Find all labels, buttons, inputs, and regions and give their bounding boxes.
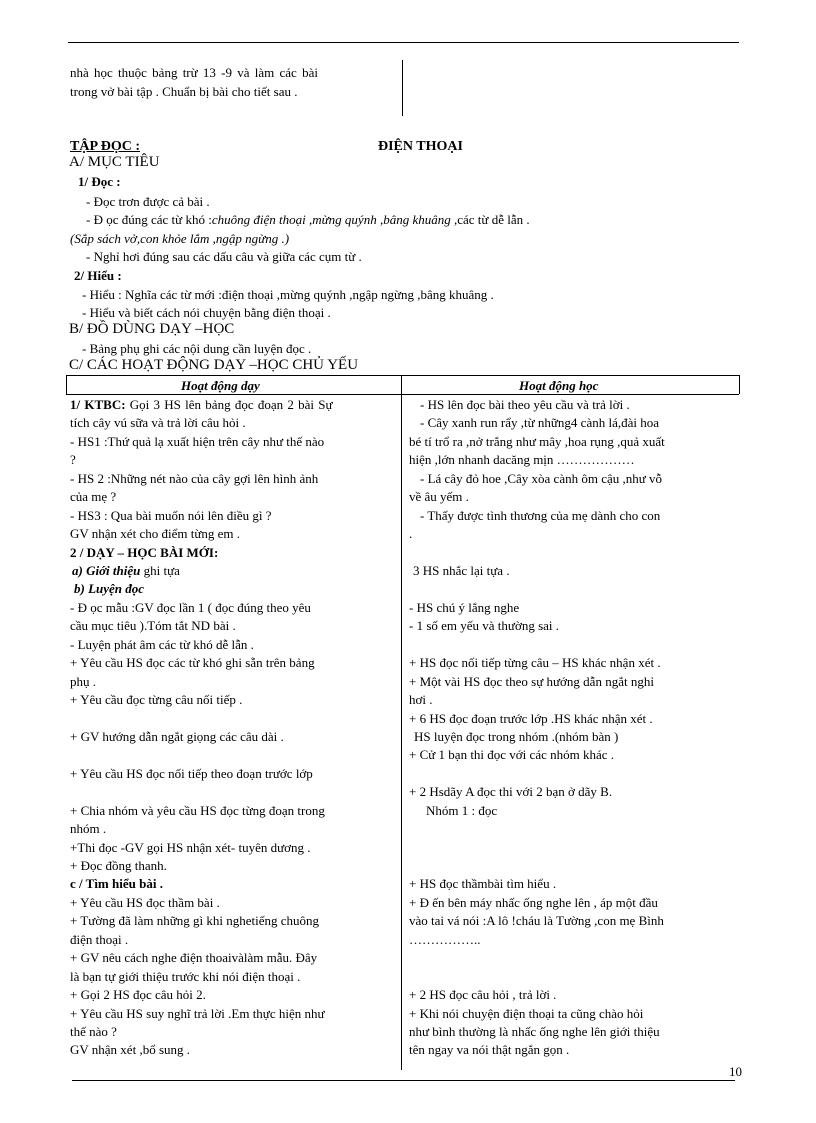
teacher-line: cầu mục tiêu ).Tóm tắt ND bài .	[70, 618, 236, 633]
intro-label: a) Giới thiệu	[72, 563, 141, 578]
student-line: - Cây xanh run rẩy ,từ những4 cành lá,đài hoa	[420, 415, 659, 430]
doc-heading: 1/ Đọc :	[78, 174, 121, 189]
footer-rule	[72, 1080, 735, 1081]
carry-over-divider	[402, 60, 403, 116]
table-top-border	[66, 375, 739, 376]
teacher-line: + Yêu cầu HS đọc các từ khó ghi sẵn trên bảng	[70, 655, 315, 670]
teacher-line: - Luyện phát âm các từ khó dễ lẫn .	[70, 637, 254, 652]
student-line: - Lá cây đỏ hoe ,Cây xòa cành ôm cậu ,như vỗ	[420, 471, 663, 486]
lesson-subject: TẬP ĐỌC :	[70, 139, 140, 154]
teacher-line: của mẹ ?	[70, 489, 117, 504]
student-line: + 6 HS đọc đoạn trước lớp .HS khác nhận xét .	[409, 711, 653, 726]
teacher-line: thế nào ?	[70, 1024, 117, 1039]
carry-over-line-1: nhà học thuộc bảng trừ 13 -9 và làm các bài	[70, 65, 318, 80]
teacher-line: + Tường đã làm những gì khi nghetiếng chuông	[70, 913, 320, 928]
teacher-line: phụ .	[70, 674, 96, 689]
student-line: + Cử 1 bạn thi đọc với các nhóm khác .	[409, 747, 615, 762]
teacher-line: nhóm .	[70, 821, 107, 836]
student-line: .	[409, 526, 413, 541]
student-line: + Khi nói chuyện điện thoại ta cũng chào hỏi	[409, 1006, 644, 1021]
col-header-teacher: Hoạt động dạy	[181, 378, 260, 393]
teacher-line: ?	[70, 452, 76, 467]
teacher-line: + Yêu cầu HS suy nghĩ trả lời .Em thực hiện như	[70, 1006, 325, 1021]
hieu-heading: 2/ Hiểu :	[74, 268, 122, 283]
table-column-divider	[401, 375, 402, 1070]
hieu-item-2: - Hiểu và biết cách nói chuyện bằng điện thoại .	[82, 305, 331, 320]
doc-item-3: (Sắp sách vở,con khỏe lắm ,ngập ngừng .)	[70, 231, 290, 246]
teacher-line-1	[70, 397, 333, 412]
hieu-item-1: - Hiểu : Nghĩa các từ mới :điện thoại ,mừng quýnh ,ngập ngừng ,bâng khuâng .	[82, 287, 494, 302]
doc-item-2-suffix: các từ dễ lẫn .	[457, 212, 530, 227]
student-line: + HS đọc nối tiếp từng câu – HS khác nhận xét .	[409, 655, 661, 670]
student-line: hiện ,lớn nhanh dacăng mịn ………………	[409, 452, 635, 467]
intro-text: ghi tựa	[140, 563, 180, 578]
doc-item-2	[86, 212, 530, 227]
student-line: vào tai vá nói :A lô !cháu là Tường ,con mẹ Bình	[409, 913, 664, 928]
teacher-line: điện thoại .	[70, 932, 129, 947]
teacher-line: là bạn tự giới thiệu trước khi nói điện thoại .	[70, 969, 301, 984]
student-line: 3 HS nhắc lại tựa .	[413, 563, 510, 578]
teacher-line: - HS1 :Thứ quả lạ xuất hiện trên cây như thế nào	[70, 434, 325, 449]
student-line: HS luyện đọc trong nhóm .(nhóm bàn )	[414, 729, 619, 744]
student-line: ……………..	[409, 932, 481, 947]
table-left-border	[66, 375, 67, 394]
teacher-line: - Đ ọc mẫu :GV đọc lần 1 ( đọc đúng theo yêu	[70, 600, 311, 615]
teacher-line: GV nhận xét ,bổ sung .	[70, 1042, 191, 1057]
doc-item-2-prefix: - Đ ọc đúng các từ khó :	[86, 212, 212, 227]
carry-over-line-2: trong vở bài tập . Chuẩn bị bài cho tiết sau .	[70, 84, 298, 99]
section-a-heading: A/ MỤC TIÊU	[69, 154, 160, 170]
lesson-title: ĐIỆN THOẠI	[378, 139, 463, 154]
teacher-line: +Thi đọc -GV gọi HS nhận xét- tuyên dương .	[70, 840, 311, 855]
comprehension-heading: c / Tìm hiểu bài .	[70, 876, 163, 891]
ktbc-label: 1/ KTBC:	[70, 397, 126, 412]
doc-item-2-words: chuông điện thoại ,mừng quýnh ,bâng khuâng ,	[211, 212, 458, 227]
student-line: như bình thường là nhấc ống nghe lên giới thiệu	[409, 1024, 660, 1039]
student-line: + 2 HS đọc câu hỏi , trả lời .	[409, 987, 557, 1002]
student-line: - HS chú ý lắng nghe	[409, 600, 520, 615]
student-line: hơi .	[409, 692, 433, 707]
student-line: về âu yếm .	[409, 489, 469, 504]
student-line: + HS đọc thầmbài tìm hiểu .	[409, 876, 557, 891]
teacher-line: + GV hướng dẫn ngắt giọng các câu dài .	[70, 729, 284, 744]
doc-item-4: - Nghỉ hơi đúng sau các dấu câu và giữa các cụm từ .	[86, 249, 362, 264]
teacher-line: - HS 2 :Những nét nào của cây gợi lên hình ảnh	[70, 471, 319, 486]
section-b-item: - Bảng phụ ghi các nội dung cần luyện đọc .	[82, 341, 312, 356]
teacher-line: + Yêu cầu đọc từng câu nối tiếp .	[70, 692, 243, 707]
reading-practice-heading: b) Luyện đọc	[74, 581, 145, 596]
student-line: - 1 số em yếu và thường sai .	[409, 618, 560, 633]
teacher-line: + Chia nhóm và yêu cầu HS đọc từng đoạn trong	[70, 803, 325, 818]
new-lesson-heading: 2 / DẠY – HỌC BÀI MỚI:	[70, 545, 219, 560]
page-number: 10	[729, 1064, 742, 1079]
teacher-line: + GV nêu cách nghe điện thoaivàlàm mẫu. Đây	[70, 950, 318, 965]
student-line: Nhóm 1 : đọc	[426, 803, 498, 818]
teacher-line: - HS3 : Qua bài muốn nói lên điều gì ?	[70, 508, 272, 523]
section-c-heading: C/ CÁC HOẠT ĐỘNG DẠY –HỌC CHỦ YẾU	[69, 357, 359, 373]
teacher-line: + Đọc đồng thanh.	[70, 858, 167, 873]
student-line: - Thấy được tình thương của mẹ dành cho con	[420, 508, 661, 523]
student-line: - HS lên đọc bài theo yêu cầu và trả lời .	[420, 397, 630, 412]
student-line: + Đ ến bên máy nhấc ống nghe lên , áp một đầu	[409, 895, 658, 910]
teacher-line: GV nhận xét cho điểm từng em .	[70, 526, 240, 541]
table-right-border	[739, 375, 740, 394]
header-rule	[68, 42, 739, 43]
doc-item-1: - Đọc trơn được cả bài .	[86, 194, 210, 209]
col-header-student: Hoạt động học	[519, 378, 599, 393]
student-line: bé tí trổ ra ,nở trắng như mây ,hoa rụng ,quả xuất	[409, 434, 665, 449]
table-header-border	[66, 394, 739, 395]
teacher-line: + Yêu cầu HS đọc nối tiếp theo đoạn trước lớp	[70, 766, 313, 781]
student-line: tên ngay va nói thật ngắn gọn .	[409, 1042, 570, 1057]
student-line: + Một vài HS đọc theo sự hướng dẫn ngắt nghỉ	[409, 674, 654, 689]
teacher-line: + Gọi 2 HS đọc câu hỏi 2.	[70, 987, 206, 1002]
student-line: + 2 Hsdãy A đọc thi với 2 bạn ở dãy B.	[409, 784, 613, 799]
section-b-heading: B/ ĐỒ DÙNG DẠY –HỌC	[69, 321, 235, 337]
teacher-intro-line	[72, 563, 180, 578]
teacher-line: + Yêu cầu HS đọc thầm bài .	[70, 895, 220, 910]
teacher-line: tích cây vú sữa và trả lời câu hỏi .	[70, 415, 246, 430]
ktbc-text: Gọi 3 HS lên bảng đọc đoạn 2 bài Sự	[125, 397, 333, 412]
